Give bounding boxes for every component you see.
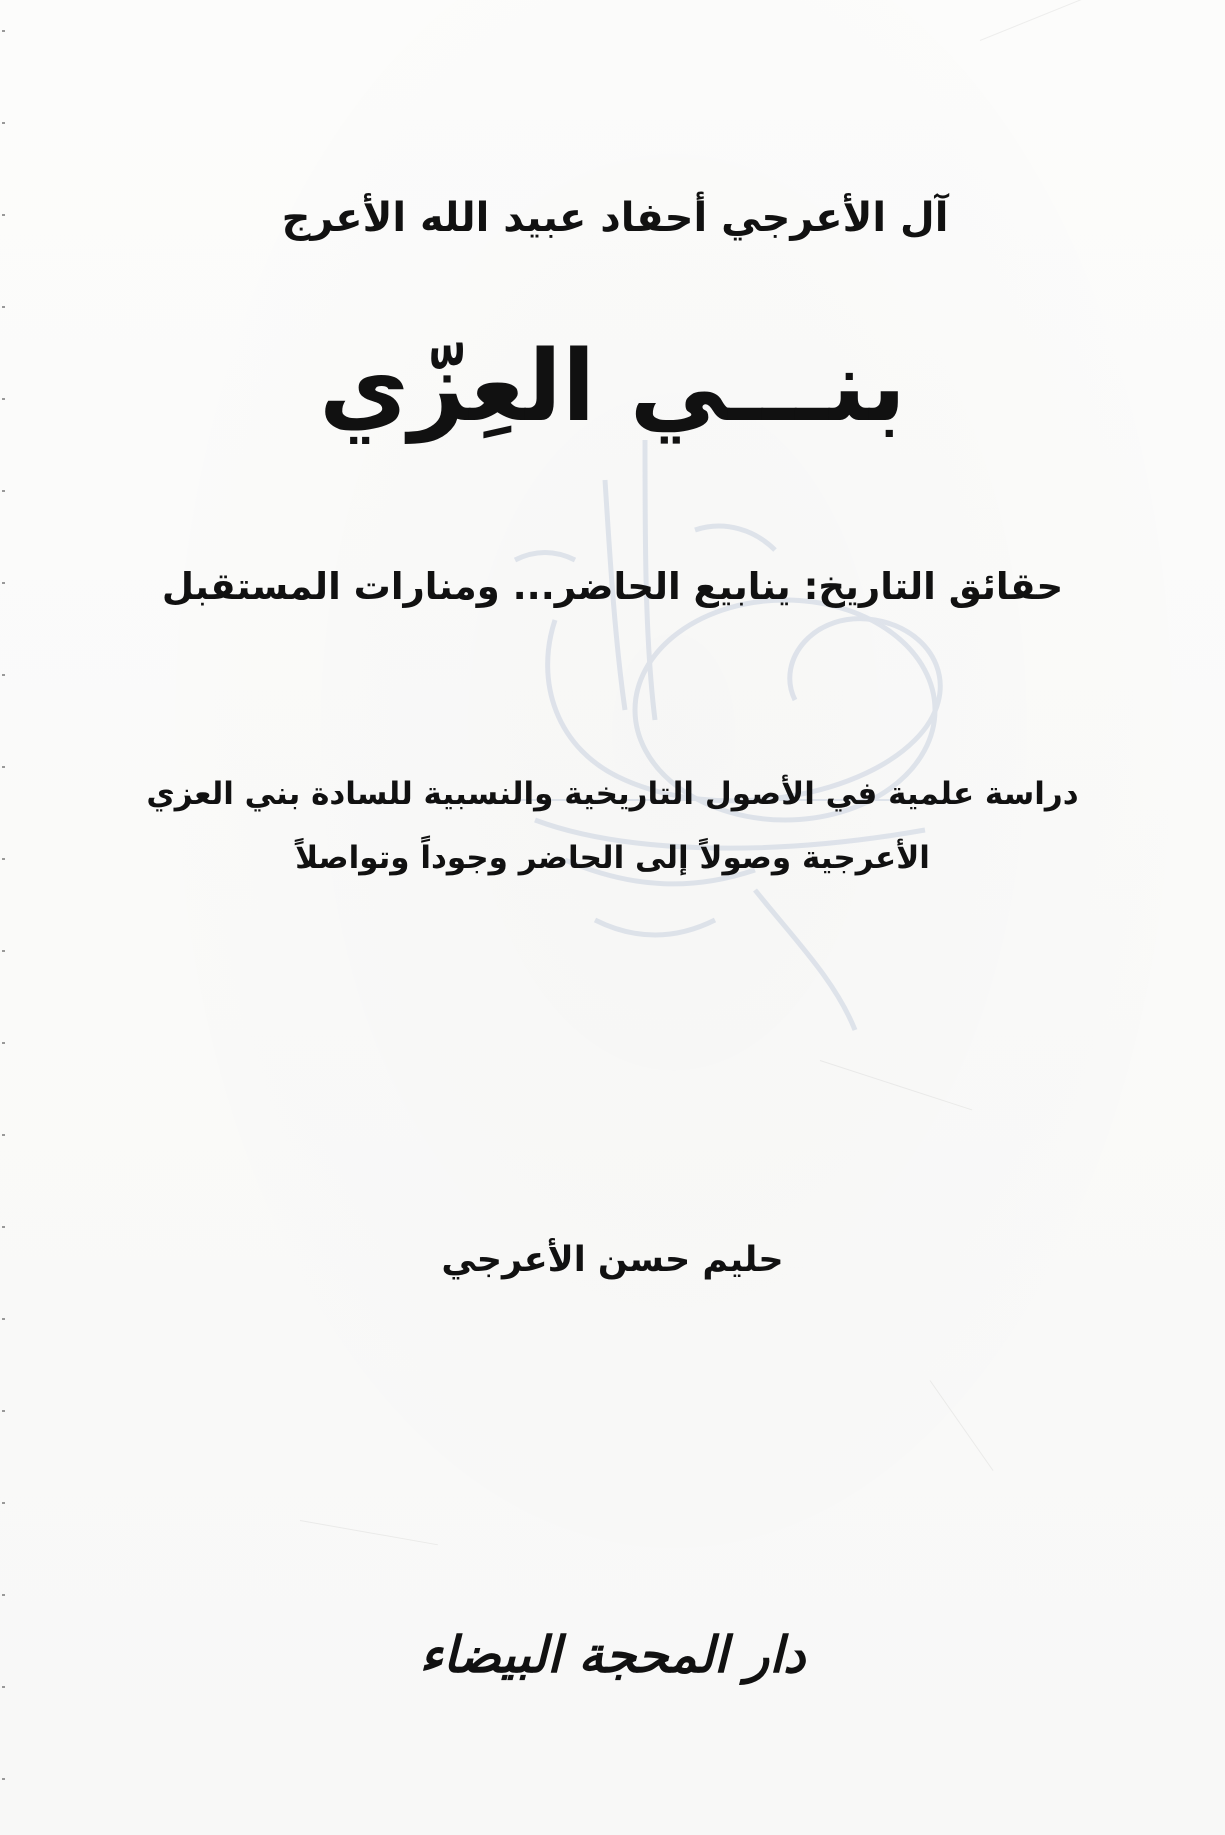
paper-scratch	[300, 1520, 438, 1545]
edge-tick	[2, 30, 5, 32]
edge-tick	[2, 1134, 5, 1136]
author-name: حليم حسن الأعرجي	[441, 1240, 784, 1280]
edge-tick	[2, 1778, 5, 1780]
paper-scratch	[820, 1060, 972, 1110]
publisher-logo-text: دار المحجة البيضاء	[419, 1625, 806, 1684]
edge-tick	[2, 490, 5, 492]
description-line-1: دراسة علمية في الأصول التاريخية والنسبية للسادة بني العزي	[146, 776, 1079, 812]
edge-tick	[2, 122, 5, 124]
edge-tick	[2, 1686, 5, 1688]
edge-tick	[2, 674, 5, 676]
page-edge-marks	[0, 0, 8, 1835]
edge-tick	[2, 1502, 5, 1504]
edge-tick	[2, 1226, 5, 1228]
series-title: آل الأعرجي أحفاد عبيد الله الأعرج	[281, 195, 949, 241]
paper-scratch	[930, 1380, 994, 1471]
edge-tick	[2, 306, 5, 308]
edge-tick	[2, 1594, 5, 1596]
paper-scratch	[980, 0, 1092, 41]
calligraphy-seal-watermark	[495, 420, 965, 1050]
book-subtitle: حقائق التاريخ: ينابيع الحاضر... ومنارات المستقبل	[161, 565, 1064, 608]
book-description	[0, 762, 1225, 890]
edge-tick	[2, 1410, 5, 1412]
edge-tick	[2, 1318, 5, 1320]
book-title: بنـــي العِزّي	[318, 330, 907, 444]
edge-tick	[2, 950, 5, 952]
description-line-2: الأعرجية وصولاً إلى الحاضر وجوداً وتواصلاً	[295, 840, 930, 876]
edge-tick	[2, 1042, 5, 1044]
